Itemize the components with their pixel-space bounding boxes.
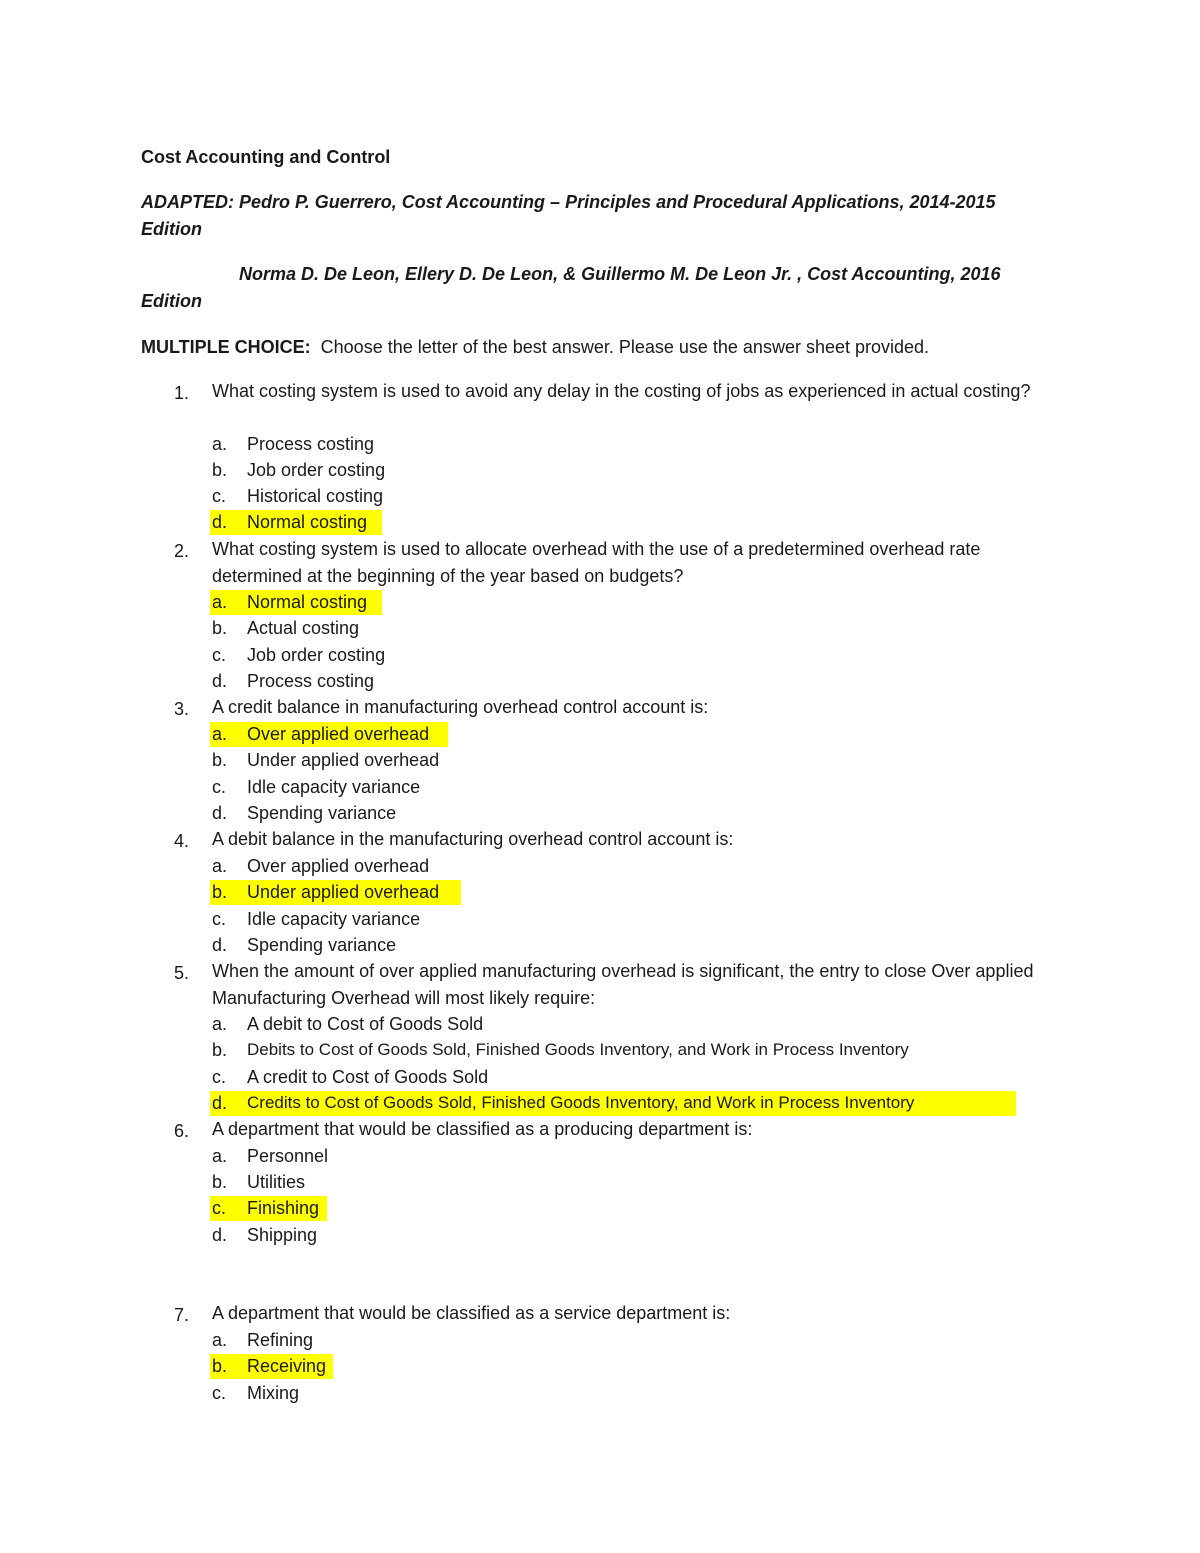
option-text: Under applied overhead — [247, 882, 440, 902]
question-number: 1. — [174, 383, 190, 403]
option-letter: b. — [212, 618, 228, 638]
option-text: Normal costing — [247, 512, 368, 532]
option-letter: c. — [212, 1198, 227, 1218]
option-letter: d. — [212, 1225, 228, 1245]
question-text: A debit balance in the manufacturing overhead control account is: — [212, 829, 734, 849]
option-letter: b. — [212, 1356, 228, 1376]
option-text: Receiving — [247, 1356, 327, 1376]
option-text: Process costing — [247, 671, 375, 691]
option-text: Spending variance — [247, 803, 397, 823]
option-letter: a. — [212, 856, 228, 876]
instructions — [141, 334, 929, 360]
option-letter: a. — [212, 434, 228, 454]
question-text: A department that would be classified as a service department is: — [212, 1303, 731, 1323]
option-text: Idle capacity variance — [247, 777, 421, 797]
document-title: Cost Accounting and Control — [141, 147, 391, 167]
option-text: Idle capacity variance — [247, 909, 421, 929]
question-number: 7. — [174, 1305, 190, 1325]
option-letter: a. — [212, 1014, 228, 1034]
option-text: Job order costing — [247, 645, 386, 665]
source-citation-2: Norma D. De Leon, Ellery D. De Leon, & Guillermo M. De Leon Jr. , Cost Accounting, 2016 Edition — [141, 264, 1001, 311]
option-text: Actual costing — [247, 618, 360, 638]
option-text: Historical costing — [247, 486, 384, 506]
option-text: Refining — [247, 1330, 314, 1350]
option-letter: c. — [212, 777, 227, 797]
question-text: What costing system is used to allocate overhead with the use of a predetermined overhead rate determined at the beginning of the year based on budgets? — [212, 539, 981, 586]
option-text: Personnel — [247, 1146, 329, 1166]
option-text: Utilities — [247, 1172, 306, 1192]
option-text: Normal costing — [247, 592, 368, 612]
option-letter: b. — [212, 1172, 228, 1192]
option-letter: b. — [212, 750, 228, 770]
option-text: Mixing — [247, 1383, 300, 1403]
option-letter: a. — [212, 1330, 228, 1350]
question-number: 6. — [174, 1121, 190, 1141]
option-letter: b. — [212, 460, 228, 480]
option-letter: c. — [212, 909, 227, 929]
option-text: A debit to Cost of Goods Sold — [247, 1014, 484, 1034]
option-text: A credit to Cost of Goods Sold — [247, 1067, 489, 1087]
option-letter: b. — [212, 1040, 228, 1060]
instructions-text: Choose the letter of the best answer. Please use the answer sheet provided. — [310, 337, 930, 357]
option-letter: c. — [212, 645, 227, 665]
option-letter: b. — [212, 882, 228, 902]
option-text: Process costing — [247, 434, 375, 454]
question-text: What costing system is used to avoid any delay in the costing of jobs as experienced in actual costing? — [212, 381, 1031, 401]
question-number: 2. — [174, 541, 190, 561]
option-letter: d. — [212, 671, 228, 691]
option-text: Job order costing — [247, 460, 386, 480]
option-letter: d. — [212, 1093, 228, 1113]
option-letter: d. — [212, 803, 228, 823]
option-text: Over applied overhead — [247, 724, 430, 744]
option-text: Finishing — [247, 1198, 320, 1218]
option-text: Credits to Cost of Goods Sold, Finished Goods Inventory, and Work in Process Inventory — [247, 1093, 915, 1112]
option-text: Spending variance — [247, 935, 397, 955]
question-text: A credit balance in manufacturing overhead control account is: — [212, 697, 709, 717]
question-number: 3. — [174, 699, 190, 719]
question-text: When the amount of over applied manufacturing overhead is significant, the entry to close Over applied Manufacturing Overhead will most likely require: — [212, 961, 1034, 1008]
option-letter: c. — [212, 486, 227, 506]
option-text: Shipping — [247, 1225, 318, 1245]
option-letter: a. — [212, 1146, 228, 1166]
question-number: 4. — [174, 831, 190, 851]
question-text: A department that would be classified as a producing department is: — [212, 1119, 753, 1139]
question-number: 5. — [174, 963, 190, 983]
option-text: Debits to Cost of Goods Sold, Finished Goods Inventory, and Work in Process Inventory — [247, 1040, 909, 1059]
instructions-lead: MULTIPLE CHOICE: — [141, 337, 311, 357]
option-letter: c. — [212, 1067, 227, 1087]
option-letter: d. — [212, 512, 228, 532]
option-letter: a. — [212, 592, 228, 612]
option-letter: d. — [212, 935, 228, 955]
option-text: Under applied overhead — [247, 750, 440, 770]
option-text: Over applied overhead — [247, 856, 430, 876]
option-letter: a. — [212, 724, 228, 744]
source-citation-1: ADAPTED: Pedro P. Guerrero, Cost Accounting – Principles and Procedural Applications, 2014-2015 Edition — [141, 192, 996, 239]
option-letter: c. — [212, 1383, 227, 1403]
